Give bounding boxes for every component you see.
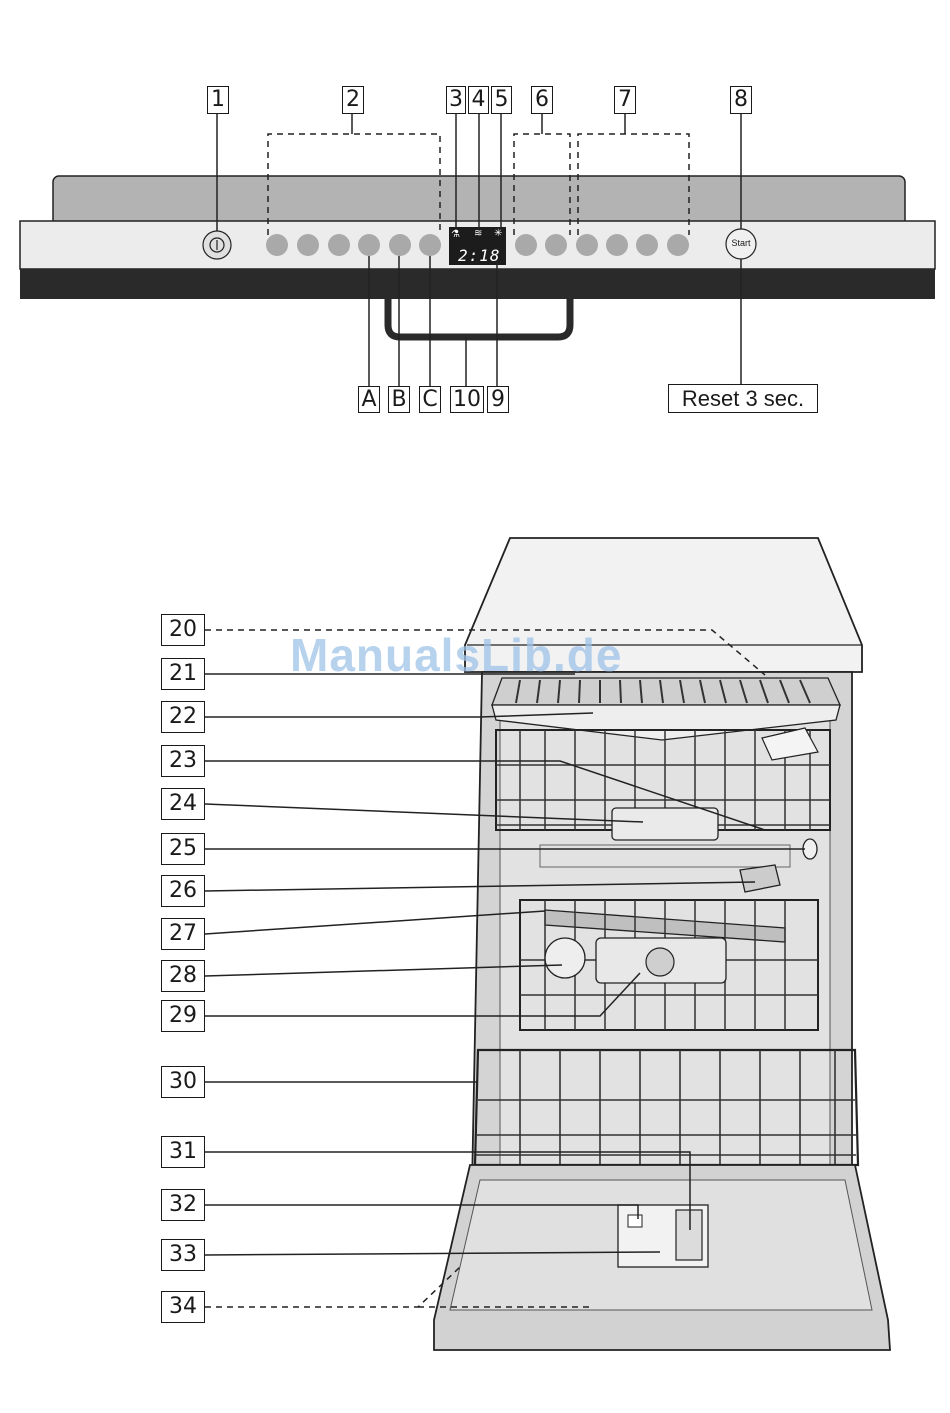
callout-9: 9 xyxy=(487,386,509,413)
callout-10: 10 xyxy=(450,386,484,413)
callout-21: 21 xyxy=(161,658,205,690)
callout-20: 20 xyxy=(161,614,205,646)
callout-b: B xyxy=(388,386,410,413)
callout-3: 3 xyxy=(446,86,466,114)
option-button[interactable] xyxy=(545,234,567,256)
program-button-a[interactable] xyxy=(358,234,380,256)
callout-7: 7 xyxy=(614,86,636,114)
callout-8: 8 xyxy=(730,86,752,114)
salt-icon: ≋ xyxy=(474,228,483,239)
option-button[interactable] xyxy=(667,234,689,256)
callout-24: 24 xyxy=(161,788,205,820)
door-handle xyxy=(388,299,570,337)
callout-6: 6 xyxy=(531,86,553,114)
option-button[interactable] xyxy=(606,234,628,256)
program-button[interactable] xyxy=(328,234,350,256)
callout-29: 29 xyxy=(161,1000,205,1032)
callout-26: 26 xyxy=(161,875,205,907)
salt-container xyxy=(545,938,585,978)
callout-c: C xyxy=(419,386,441,413)
callout-25: 25 xyxy=(161,833,205,865)
callout-28: 28 xyxy=(161,960,205,992)
callout-31: 31 xyxy=(161,1136,205,1168)
option-button[interactable] xyxy=(636,234,658,256)
program-button[interactable] xyxy=(297,234,319,256)
program-button[interactable] xyxy=(266,234,288,256)
callout-30: 30 xyxy=(161,1066,205,1098)
callout-2: 2 xyxy=(342,86,364,114)
option-button[interactable] xyxy=(515,234,537,256)
program-button-c[interactable] xyxy=(419,234,441,256)
watermark: ManualsLib.de xyxy=(290,629,623,681)
callout-33: 33 xyxy=(161,1239,205,1271)
tap-icon: ⚗ xyxy=(451,229,460,240)
power-button[interactable] xyxy=(203,231,231,259)
callout-34: 34 xyxy=(161,1291,205,1323)
callout-a: A xyxy=(358,386,380,413)
panel-bottom-strip xyxy=(20,269,935,299)
callout-1: 1 xyxy=(207,86,229,114)
display-readout: 2:18 xyxy=(458,246,501,265)
callout-23: 23 xyxy=(161,745,205,777)
rinse-aid-icon: ✳ xyxy=(494,228,503,239)
callout-22: 22 xyxy=(161,701,205,733)
upper-spray-nozzle xyxy=(803,839,817,859)
callout-4: 4 xyxy=(468,86,489,114)
start-button[interactable]: Start xyxy=(731,238,751,248)
callout-5: 5 xyxy=(491,86,512,114)
callout-27: 27 xyxy=(161,918,205,950)
callout-32: 32 xyxy=(161,1189,205,1221)
knife-shelf xyxy=(612,808,718,840)
option-button[interactable] xyxy=(576,234,598,256)
program-button-b[interactable] xyxy=(389,234,411,256)
reset-label: Reset 3 sec. xyxy=(668,384,818,413)
